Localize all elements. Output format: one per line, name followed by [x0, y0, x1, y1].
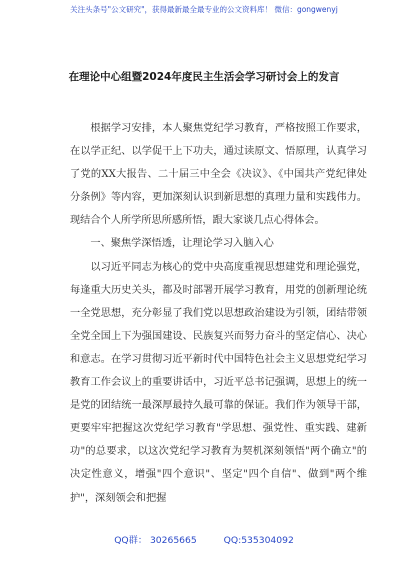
footer-qq: QQ:535304092	[223, 535, 294, 546]
paragraph-section-1: 以习近平同志为核心的党中央高度重视思想建党和理论强党，每逢重大历史关头，都及时部署开展学习教育，用党的创新理论统一全党思想，充分彰显了我们党以思想政治建设为引领，团结带领全党全国上下为强国建设、民族复兴而努力奋斗的坚定信心、决心和意志。在学习贯彻习近平新时代中国特色社会主义思想党纪学习教育工作会议上的重要讲话中，习近平总书记强调，思想上的统一是党的团结统一最深厚最持久最可靠的保证。我们作为领导干部，更要牢牢把握这次党纪学习教育"学思想、强党性、重实践、建新功"的总要求，以这次党纪学习教育为契机深刻领悟"两个确立"的决定性意义，增强"四个意识"、坚定"四个自信"、做到"两个维护"，深刻领会和把握	[70, 261, 367, 504]
footer-qq-group: QQ群： 30265665	[114, 535, 197, 546]
top-banner-promo: 关注头条号"公文研究"，获得最新最全最专业的公文资料库！ 微信：gongwenyj	[70, 5, 338, 14]
document-title: 在理论中心组暨2024年度民主生活会学习研讨会上的发言	[68, 71, 340, 83]
section-heading-1: 一、聚焦学深悟透，让理论学习入脑入心	[90, 238, 274, 250]
paragraph-intro: 根据学习安排，本人聚焦党纪学习教育，严格按照工作要求，在以学正纪、以学促干上下功夫，通过读原文、悟原理，认真学习了党的XX大报告、二十届三中全会《决议》、《中国共产党纪律处分条例》等内容，更加深刻认识到新思想的真理力量和实践伟力。现结合个人所学所思所感所悟，跟大家谈几点心得体会。	[70, 123, 367, 227]
footer-contact	[0, 532, 408, 546]
document-body	[70, 117, 367, 510]
